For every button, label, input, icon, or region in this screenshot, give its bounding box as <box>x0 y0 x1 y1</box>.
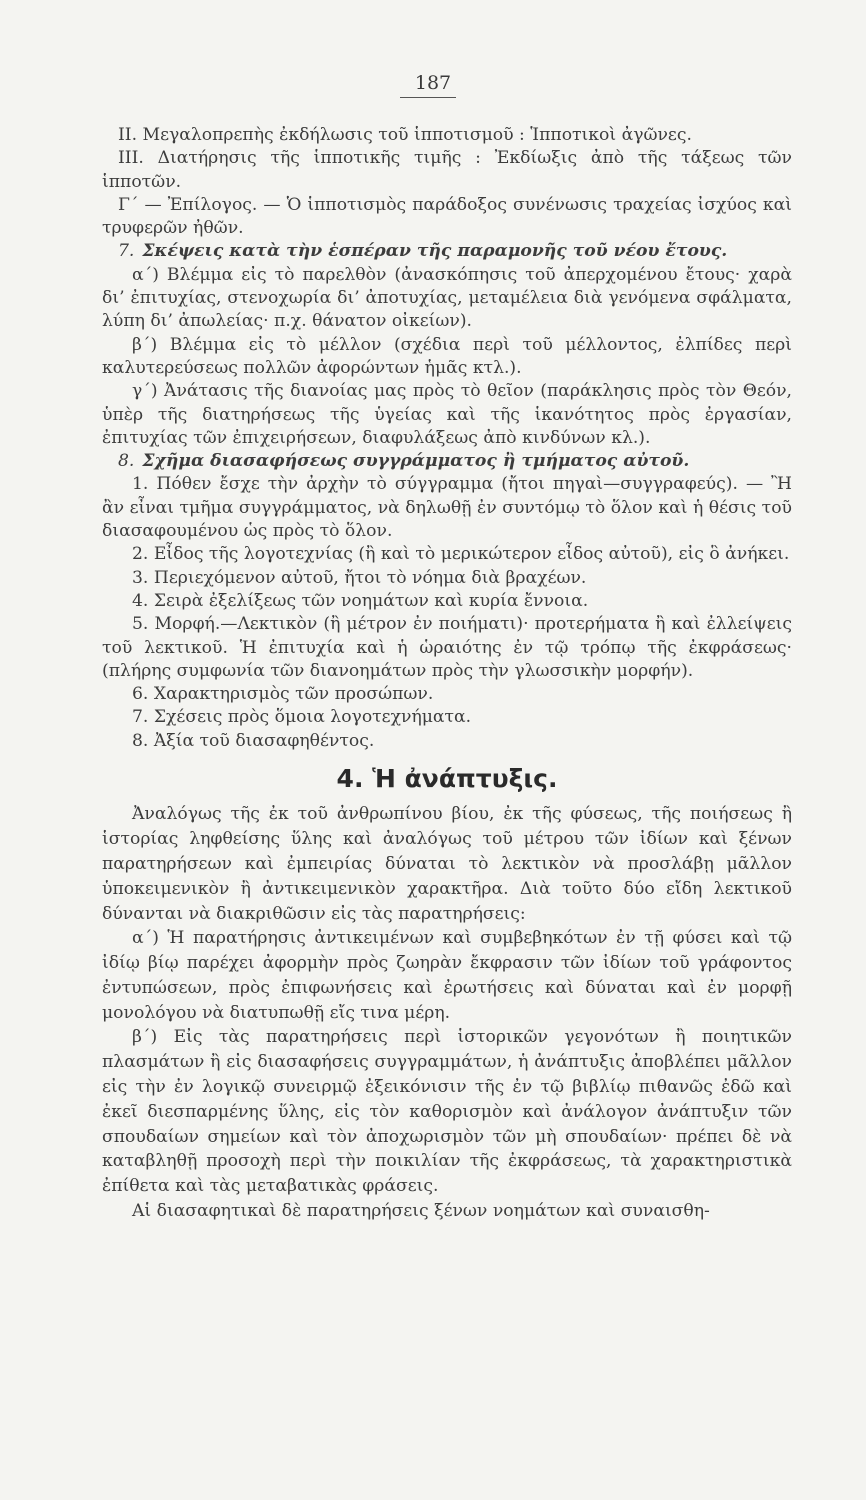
heading-8-number: 8. <box>118 451 135 472</box>
heading-7 <box>102 240 792 263</box>
list-item: 5. Μορφή.—Λεκτικὸν (ἢ μέτρον ἐν ποιήματι)· προτερήματα ἢ καὶ ἐλλείψεις τοῦ λεκτικοῦ. Ἡ ἐπιτυχία καὶ ἡ ὡραιότης ἐν τῷ τρόπῳ τῆς ἐκφράσεως· (πλήρης συμφωνία τῶν διανοημάτων πρὸς τὴν γλωσσικὴν μορφήν). <box>102 614 792 681</box>
list-item: 2. Εἶδος τῆς λογοτεχνίας (ἢ καὶ τὸ μερικώτερον εἶδος αὐτοῦ), εἰς ὃ ἀνήκει. <box>132 544 790 565</box>
list-item: α΄) Βλέμμα εἰς τὸ παρελθὸν (ἀνασκόπησις τοῦ ἀπερχομένου ἔτους· χαρὰ δι’ ἐπιτυχίας, στενοχωρία δι’ ἀποτυχίας, μεταμέλεια διὰ γενόμενα σφάλματα, λύπη δι’ ἀπωλείας· π.χ. θάνατον οἰκείων). <box>102 264 792 332</box>
paragraph: α΄) Ἡ παρατήρησις ἀντικειμένων καὶ συμβεβηκότων ἐν τῇ φύσει καὶ τῷ ἰδίῳ βίῳ παρέχει ἀφορμὴν πρὸς ζωηρὰν ἔκφρασιν τῶν ἰδίων τοῦ γράφοντος ἐντυπώσεων, πρὸς ἐπιφωνήσεις καὶ ἐρωτήσεις καὶ δύναται καὶ ἐν μορφῇ μονολόγου νὰ διατυπωθῇ εἴς τινα μέρη. <box>102 928 792 1023</box>
list-item: 4. Σειρὰ ἐξελίξεως τῶν νοημάτων καὶ κυρία ἔννοια. <box>132 590 589 611</box>
heading-7-number: 7. <box>118 241 135 262</box>
page-body <box>102 124 792 1224</box>
paragraph: β΄) Εἰς τὰς παρατηρήσεις περὶ ἱστορικῶν γεγονότων ἢ ποιητικῶν πλασμάτων ἢ εἰς διασαφήσεις συγγραμμάτων, ἡ ἀνάπτυξις ἀποβλέπει μᾶλλον εἰς τὴν ἐν λογικῷ συνειρμῷ ἐξεικόνισιν τῆς ἐν τῷ βιβλίῳ πιθανῶς ἐδῶ καὶ ἐκεῖ διεσπαρμένης ὕλης, εἰς τὸν καθορισμὸν καὶ ἀνάλογον ἀνάπτυξιν τῶν σπουδαίων σημείων καὶ τὸν ἀποχωρισμὸν τῶν μὴ σπουδαίων· πρέπει δὲ νὰ καταβληθῇ προσοχὴ περὶ τὴν ποικιλίαν τῆς ἐκφράσεως, τὰ χαρακτηριστικὰ ἐπίθετα καὶ τὰς μεταβατικὰς φράσεις. <box>102 1027 792 1197</box>
list-item: γ΄) Ἀνάτασις τῆς διανοίας μας πρὸς τὸ θεῖον (παράκλησις πρὸς τὸν Θεόν, ὑπὲρ τῆς διατηρήσεως τῆς ὑγείας καὶ τῆς ἱκανότητος πρὸς ἐργασίαν, ἐπιτυχίας τῶν ἐπιχειρήσεων, διαφυλάξεως ἀπὸ κινδύνων κλ.). <box>102 381 792 448</box>
paragraph: Ἀναλόγως τῆς ἐκ τοῦ ἀνθρωπίνου βίου, ἐκ τῆς φύσεως, τῆς ποιήσεως ἢ ἱστορίας ληφθείσης ὕλης καὶ ἀναλόγως τοῦ μέτρου τῶν ἰδίων καὶ ξένων παρατηρήσεων καὶ ἐμπειρίας δύναται τὸ λεκτικὸν νὰ προσλάβῃ μᾶλλον ὑποκειμενικὸν ἢ ἀντικειμενικὸν χαρακτῆρα. Διὰ τοῦτο δύο εἴδη λεκτικοῦ δύνανται νὰ διακριθῶσιν εἰς τὰς παρατηρήσεις: <box>102 804 792 924</box>
heading-7-text: Σκέψεις κατὰ τὴν ἑσπέραν τῆς παραμονῆς τοῦ νέου ἔτους. <box>142 241 728 262</box>
outline-line: II. Μεγαλοπρεπὴς ἐκδήλωσις τοῦ ἱπποτισμοῦ : Ἱππотικοὶ ἀγῶνες. <box>118 125 692 145</box>
list-item: 6. Χαρακτηρισμὸς τῶν προσώπων. <box>132 684 434 705</box>
section-body <box>102 802 792 1224</box>
heading-8-text: Σχῆμα διασαφήσεως συγγράμματος ἢ τμήματος αὐτοῦ. <box>142 451 690 472</box>
list-item: β΄) Βλέμμα εἰς τὸ μέλλον (σχέδια περὶ τοῦ μέλλοντος, ἐλπίδες περὶ καλυτερεύσεως πολλῶν ἀφορώντων ἡμᾶς κτλ.). <box>102 334 792 378</box>
list-item: 8. Ἀξία τοῦ διασαφηθέντος. <box>132 730 375 751</box>
list-item: 3. Περιεχόμενον αὐτοῦ, ἤτοι τὸ νόημα διὰ βραχέων. <box>132 567 587 588</box>
list-item: 7. Σχέσεις πρὸς ὅμοια λογοτεχνήματα. <box>132 707 472 728</box>
outline-line: III. Διατήρησις τῆς ἱπποτικῆς τιμῆς : Ἐκδίωξις ἀπὸ τῆς τάξεως τῶν ἱπποτῶν. <box>102 148 792 192</box>
list-item: 1. Πόθεν ἔσχε τὴν ἀρχὴν τὸ σύγγραμμα (ἤτοι πηγαὶ—συγγραφεύς). — Ἢ ἂν εἶναι τμῆμα συγγράμματος, νὰ δηλωθῇ ἐν συντόμῳ τὸ ὅλον καὶ ἡ θέσις τοῦ διασαφουμένου ὡς πρὸς τὸ ὅλον. <box>102 474 792 542</box>
heading-8 <box>102 450 792 473</box>
page-number-underline <box>400 97 456 98</box>
page-number: 187 <box>414 72 452 94</box>
paragraph: Αἱ διασαφητικαὶ δὲ παρατηρήσεις ξένων νοημάτων καὶ συναισθη- <box>132 1201 710 1222</box>
section-title: 4. Ἡ ἀνάπτυξις. <box>336 764 558 794</box>
outline-line: Γ΄ — Ἐπίλογος. — Ὁ ἱπποτισμὸς παράδοξος συνένωσις τραχείας ἰσχύος καὶ τρυφερῶν ἠθῶν. <box>102 194 792 239</box>
